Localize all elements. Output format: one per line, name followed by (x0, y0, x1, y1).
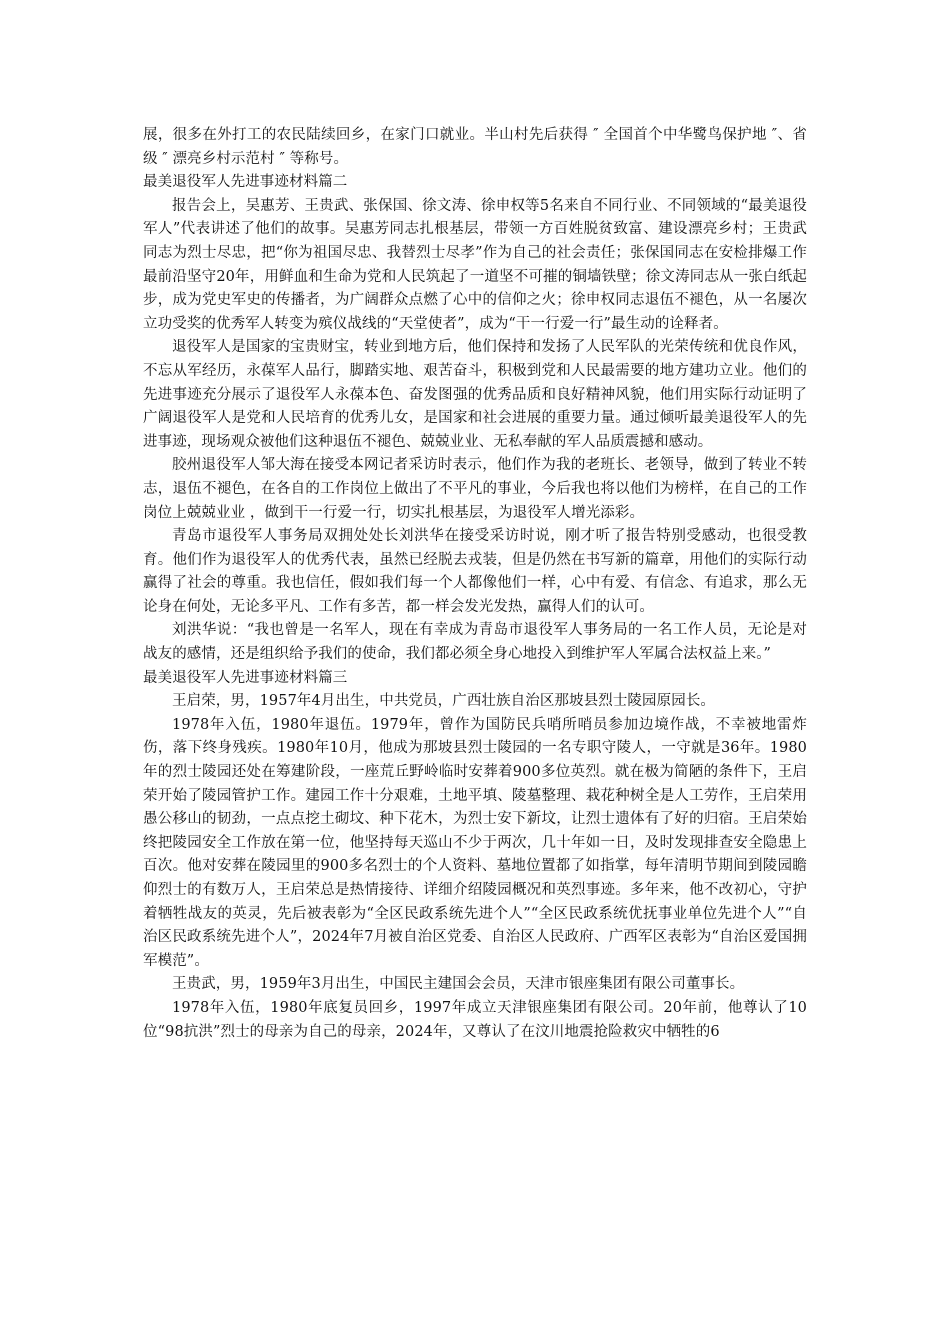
paragraph-zou-dahai: 胶州退役军人邹大海在接受本网记者采访时表示，他们作为我的老班长、老领导，做到了转业不转志，退伍不褪色，在各自的工作岗位上做出了不平凡的事业，今后我也将以他们为榜样，在自己的工作岗位上兢兢业业 ，做到干一行爱一行，切实扎根基层，为退役军人增光添彩。 (143, 457, 807, 521)
paragraph-veterans-treasure: 退役军人是国家的宝贵财宝，转业到地方后，他们保持和发扬了人民军队的光荣传统和优良作风，不忘从军经历，永葆军人品行，脚踏实地、艰苦奋斗，积极到党和人民最需要的地方建功立业。他们的先进事迹充分展示了退役军人永葆本色、奋发图强的优秀品质和良好精神风貌，他们用实际行动证明了广阔退役军人是党和人民培育的优秀儿女，是国家和社会进展的重要力量。通过倾听最美退役军人的先进事迹，现场观众被他们这种退伍不褪色、兢兢业业、无私奉献的军人品质震撼和感动。 (143, 339, 807, 450)
paragraph-continued: 展，很多在外打工的农民陆续回乡，在家门口就业。半山村先后获得 ″ 全国首个中华鹭鸟保护地 ″、省级 ″ 漂亮乡村示范村 ″ 等称号。 (143, 127, 807, 167)
section-heading-part-two: 最美退役军人先进事迹材料篇二 (143, 174, 348, 191)
document-body (143, 124, 807, 1044)
section-heading-part-three: 最美退役军人先进事迹材料篇三 (143, 669, 348, 686)
paragraph-wang-qirong-story: 1978年入伍，1980年退伍。1979年，曾作为国防民兵哨所哨员参加边境作战，不幸被地雷炸伤，落下终身残疾。1980年10月，他成为那坡县烈士陵园的一名专职守陵人，一守就是36年。1980年的烈士陵园还处在筹建阶段，一座荒丘野岭临时安葬着900多位英烈。就在极为简陋的条件下，王启荣开始了陵园管护工作。建园工作十分艰难，土地平填、陵墓整理、栽花种树全是人工劳作，王启荣用愚公移山的韧劲，一点点挖土砌坟、种下花木，为烈士安下新坟，让烈士遗体有了好的归宿。王启荣始终把陵园安全工作放在第一位，他坚持每天巡山不少于两次，几十年如一日，及时发现排查安全隐患上百次。他对安葬在陵园里的900多名烈士的个人资料、墓地位置都了如指掌，每年清明节期间到陵园瞻仰烈士的有数万人，王启荣总是热情接待、详细介绍陵园概况和英烈事迹。多年来，他不改初心，守护着牺牲战友的英灵，先后被表彰为“全区民政系统先进个人”“全区民政系统优抚事业单位先进个人”“自治区民政系统先进个人”，2024年7月被自治区党委、自治区人民政府、广西军区表彰为“自治区爱国拥军模范”。 (143, 716, 807, 969)
paragraph-wang-guiwu-story: 1978年入伍，1980年底复员回乡，1997年成立天津银座集团有限公司。20年前，他尊认了10位“98抗洪”烈士的母亲为自己的母亲，2024年，又尊认了在汶川地震抢险救灾中牺牲的6 (143, 999, 807, 1040)
paragraph-liu-honghua-interview: 青岛市退役军人事务局双拥处处长刘洪华在接受采访时说，刚才听了报告特别受感动，也很受教育。他们作为退役军人的优秀代表，虽然已经脱去戎装，但是仍然在书写新的篇章，用他们的实际行动赢得了社会的尊重。我也信任，假如我们每一个人都像他们一样，心中有爱、有信念、有追求，那么无论身在何处，无论多平凡、工作有多苦，都一样会发光发热，赢得人们的认可。 (143, 528, 807, 615)
paragraph-report-meeting: 报告会上，吴惠芳、王贵武、张保国、徐文涛、徐申权等5名来自不同行业、不同领域的“最美退役军人”代表讲述了他们的故事。吴惠芳同志扎根基层，带领一方百姓脱贫致富、建设漂亮乡村；王贵武同志为烈士尽忠，把“你为祖国尽忠、我替烈士尽孝”作为自己的社会责任；张保国同志在安检排爆工作最前沿坚守20年，用鲜血和生命为党和人民筑起了一道坚不可摧的铜墙铁壁；徐文涛同志从一张白纸起步，成为党史军史的传播者，为广阔群众点燃了心中的信仰之火；徐申权同志退伍不褪色，从一名屡次立功受奖的优秀军人转变为殡仪战线的“天堂使者”，成为“干一行爱一行”最生动的诠释者。 (143, 197, 807, 332)
paragraph-wang-guiwu-intro: 王贵武，男，1959年3月出生，中国民主建国会会员，天津市银座集团有限公司董事长。 (172, 976, 745, 993)
paragraph-wang-qirong-intro: 王启荣，男，1957年4月出生，中共党员，广西壮族自治区那坡县烈士陵园原园长。 (172, 693, 716, 710)
paragraph-liu-honghua-quote: 刘洪华说：“我也曾是一名军人，现在有幸成为青岛市退役军人事务局的一名工作人员，无论是对战友的感情，还是组织给予我们的使命，我们都必须全身心地投入到维护军人军属合法权益上来。” (143, 622, 807, 663)
